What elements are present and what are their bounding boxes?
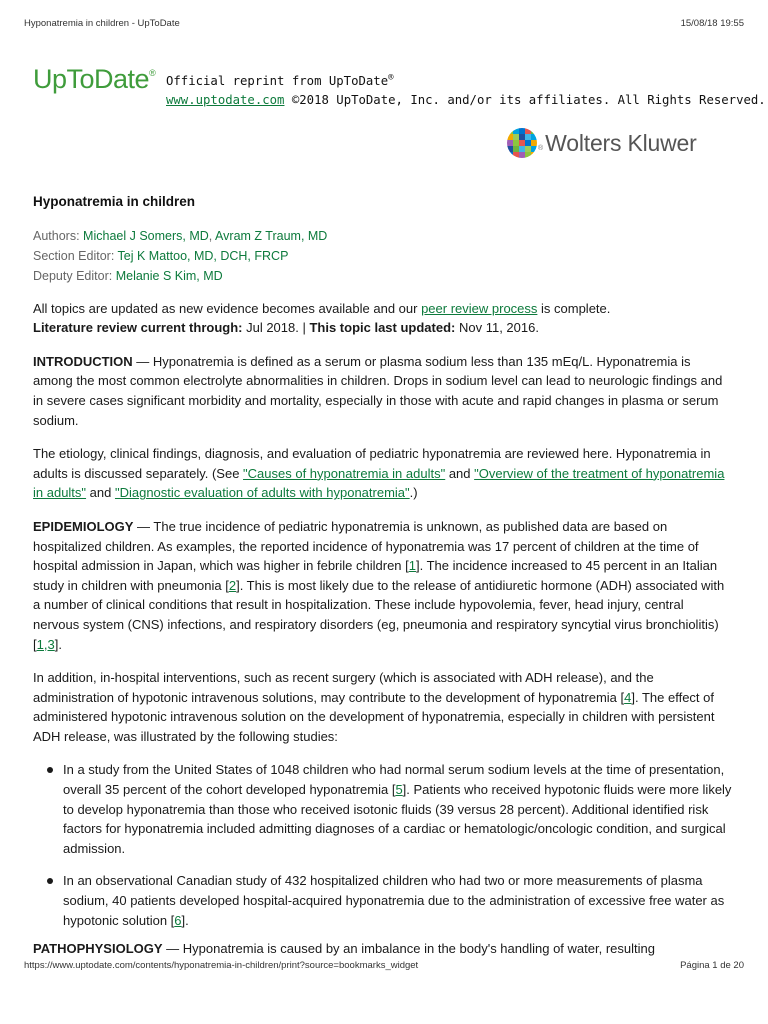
pathophysiology-paragraph: PATHOPHYSIOLOGY — Hyponatremia is caused by an imbalance in the body's handling of water, resulting [33,941,655,957]
list-item: In a study from the United States of 1048 children who had normal serum sodium levels at the time of presentation, overall 35 percent of the cohort developed hyponatremia [5]. Patients who received hypotonic fluids were more likely to develop hyponatremia than those who received isotonic fluids (39 versus 28 percent). Additional identified risk factors for hyponatremia included admitting diagnoses of a cardiac or hematologic/oncologic condition, and surgical admission. [33,760,733,858]
update-notice: All topics are updated as new evidence becomes available and our peer review process is complete. Literature review current through: Jul 2018. | This topic last updated: Nov 11, 2016. [33,300,611,336]
page-number: Página 1 de 20 [680,960,744,971]
deputy-editor-row: Deputy Editor: Melanie S Kim, MD [33,268,223,283]
article-meta [33,226,733,286]
pathophysiology-heading: PATHOPHYSIOLOGY [33,941,163,957]
in-hospital-paragraph: In addition, in-hospital interventions, such as recent surgery (which is associated with ADH release), and the administration of hypotonic intravenous solutions, may contribute to the development of hyponatremia [4]. The effect of administered hypotonic intravenous solution on the development of hyponatremia, especially in children with persistent ADH release, was illustrated by the following studies: [33,670,715,744]
reference-link[interactable]: 4 [624,689,632,705]
print-header [24,18,744,29]
epidemiology-paragraph: EPIDEMIOLOGY — The true incidence of pediatric hyponatremia is unknown, as published data are based on hospitalized children. As examples, the reported incidence of hyponatremia was 17 percent of children at the time of hospital admission in Japan, which was higher in febrile children [1]. The incidence increased to 45 percent in an Italian study in children with pneumonia [2]. This is most likely due to the release of antidiuretic hormone (ADH) associated with a number of clinical conditions that result in hospitalization. These include hypovolemia, fever, head injury, central nervous system (CNS) infections, and respiratory disorders (eg, pneumonia and respiratory syncytial virus bronchiolitis) [1,3]. [33,518,725,652]
wolters-kluwer-mosaic-icon [507,128,537,158]
deputy-editor-link[interactable]: Melanie S Kim, MD [115,268,223,283]
authors-row: Authors: Michael J Somers, MD, Avram Z Traum, MD [33,228,328,243]
print-footer [24,960,744,971]
print-datetime: 15/08/18 19:55 [680,18,744,29]
article-title: Hyponatremia in children [33,194,196,209]
studies-list [33,760,733,930]
print-page-title: Hyponatremia in children - UpToDate [24,18,180,29]
uptodate-logo[interactable]: UpToDate® [33,64,156,94]
publisher-name: Wolters Kluwer [545,129,697,156]
introduction-paragraph: INTRODUCTION — Hyponatremia is defined as a serum or plasma sodium less than 135 mEq/L. Hyponatremia is among the most common electrolyte abnormalities in children. Drops in sodium level can lead to neurologic findings and in severe cases significant morbidity and mortality, especially in those with acute and rapid changes in plasma or serum sodium. [33,353,723,428]
reference-link[interactable]: 1,3 [36,636,55,652]
author-link[interactable]: Michael J Somers, MD [83,228,209,243]
mosaic-tile [531,152,537,158]
reference-link[interactable]: 1 [408,558,416,574]
uptodate-site-link[interactable]: www.uptodate.com [166,93,285,108]
list-item: In an observational Canadian study of 432 hospitalized children who had two or more measurements of plasma sodium, 40 patients developed hospital-acquired hyponatremia due to the administration of excessive free water as hypotonic solution [6]. [33,871,733,930]
author-link[interactable]: Avram Z Traum, MD [215,228,328,243]
peer-review-link[interactable]: peer review process [421,300,538,316]
logo-registered-mark: ® [149,68,156,78]
reference-link[interactable]: 2 [228,577,237,593]
topic-link-diagnostic[interactable]: "Diagnostic evaluation of adults with hyponatremia" [114,485,410,501]
etiology-paragraph: The etiology, clinical findings, diagnosis, and evaluation of pediatric hyponatremia are reviewed here. Hyponatremia in adults is discussed separately. (See "Causes of hyponatremia in adults" and "Overview of the treatment of hyponatremia in adults" and "Diagnostic evaluation of adults with hyponatremia".) [33,446,725,501]
reprint-notice: Official reprint from UpToDate® www.uptodate.com ©2018 UpToDate, Inc. and/or its affiliates. All Rights Reserved. [166,73,766,108]
topic-link-overview[interactable]: "Overview of the treatment of hyponatremia in adults" [33,465,725,501]
epidemiology-heading: EPIDEMIOLOGY [33,518,134,534]
introduction-heading: INTRODUCTION [33,353,133,369]
reference-link[interactable]: 6 [174,912,182,928]
copyright-text: ©2018 UpToDate, Inc. and/or its affiliates. All Rights Reserved. [291,93,766,108]
wolters-kluwer-logo: ® Wolters Kluwer [507,128,697,158]
section-editor-link[interactable]: Tej K Mattoo, MD, DCH, FRCP [117,248,289,263]
section-editor-row: Section Editor: Tej K Mattoo, MD, DCH, FRCP [33,248,289,263]
article-body [33,192,733,959]
reference-link[interactable]: 5 [395,782,403,798]
reprint-line: Official reprint from UpToDate [166,74,389,89]
topic-link-causes[interactable]: "Causes of hyponatremia in adults" [243,465,446,481]
print-url: https://www.uptodate.com/contents/hyponatremia-in-children/print?source=bookmarks_widget [24,960,419,971]
